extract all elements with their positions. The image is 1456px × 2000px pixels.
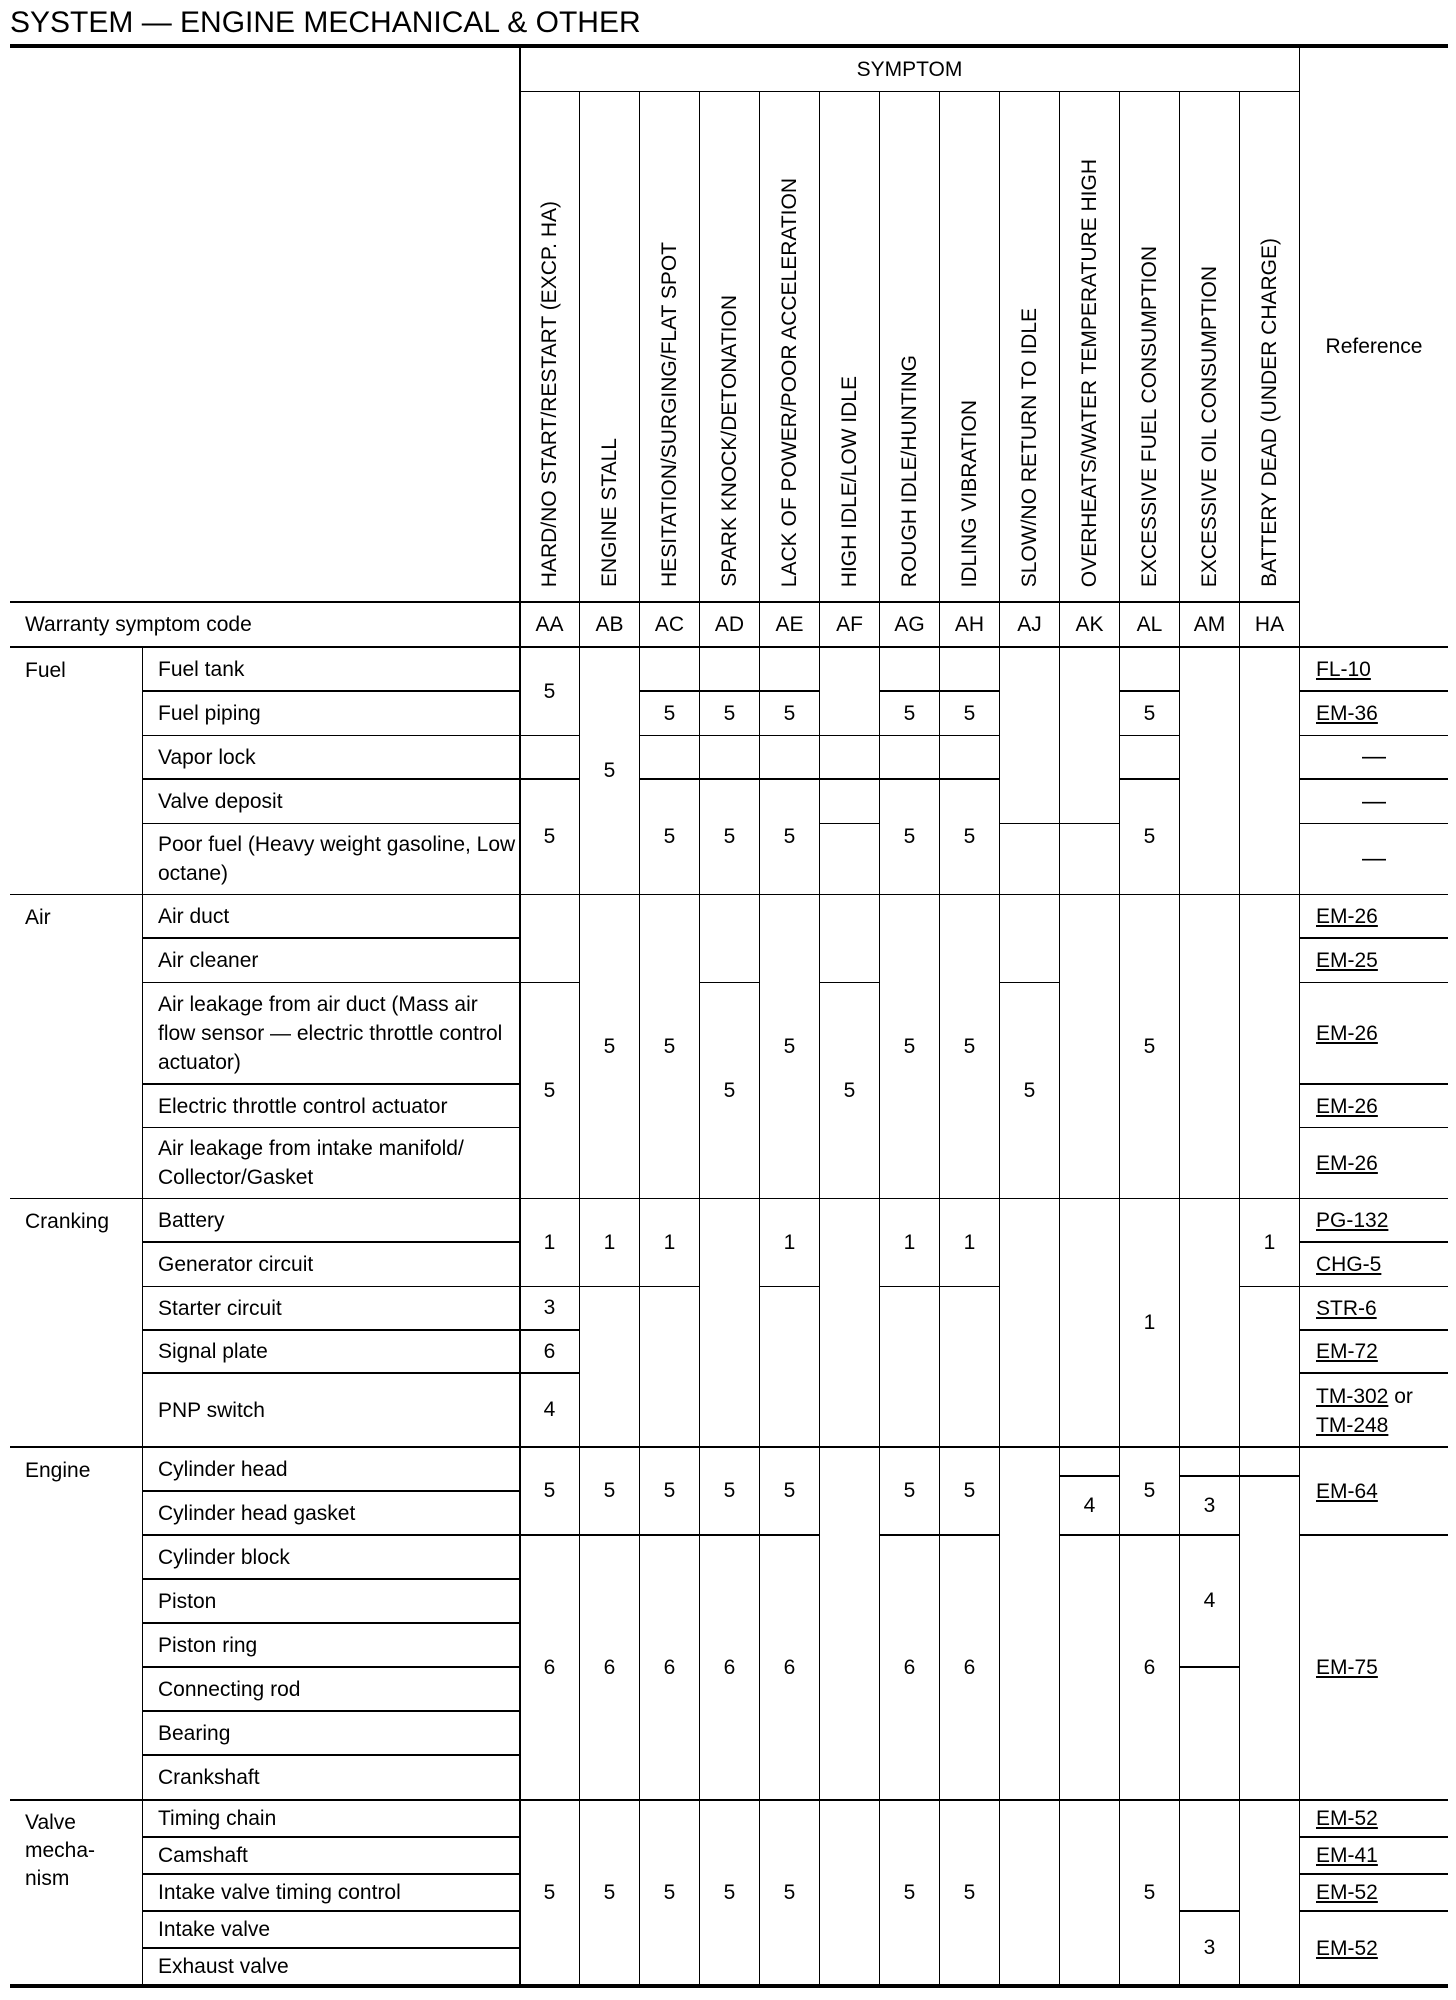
symptom-col-AL: EXCESSIVE FUEL CONSUMPTION (1120, 92, 1180, 603)
cell: 5 (940, 692, 1000, 736)
cell: 5 (580, 895, 640, 1199)
cell (1180, 895, 1240, 1199)
cell: 5 (760, 780, 820, 895)
cell (1000, 1199, 1060, 1448)
cell (700, 1199, 760, 1448)
cell (820, 1801, 880, 1988)
reference-header: Reference (1300, 48, 1448, 648)
cell (1240, 1801, 1300, 1988)
item-cylinder-head-gasket: Cylinder head gasket (143, 1492, 520, 1536)
cell: 5 (760, 895, 820, 1199)
code-HA: HA (1240, 603, 1300, 648)
symptom-col-AE: LACK OF POWER/POOR ACCELERATION (760, 92, 820, 603)
group-fuel: Fuel (10, 648, 143, 895)
code-AL: AL (1120, 603, 1180, 648)
ref-cylinder-block[interactable]: EM-75 (1300, 1536, 1448, 1801)
cell: 6 (520, 1331, 580, 1374)
cell: 5 (640, 895, 700, 1199)
ref-air-leak-manifold[interactable]: EM-26 (1300, 1128, 1448, 1199)
cell (520, 736, 580, 780)
code-AE: AE (760, 603, 820, 648)
code-AD: AD (700, 603, 760, 648)
item-bearing: Bearing (143, 1712, 520, 1756)
cell (1000, 648, 1060, 824)
item-fuel-tank: Fuel tank (143, 648, 520, 692)
ref-camshaft[interactable]: EM-41 (1300, 1838, 1448, 1875)
symptom-col-AB: ENGINE STALL (580, 92, 640, 603)
cell (1240, 1477, 1300, 1801)
cell (940, 1287, 1000, 1448)
code-AJ: AJ (1000, 603, 1060, 648)
cell: 5 (640, 692, 700, 736)
cell: 5 (640, 780, 700, 895)
cell (1240, 648, 1300, 895)
item-piston-ring: Piston ring (143, 1624, 520, 1668)
cell: 5 (520, 780, 580, 895)
cell: 5 (820, 983, 880, 1199)
item-air-leak-manifold: Air leakage from intake manifold/ Collector/Gasket (143, 1128, 520, 1199)
ref-fuel-tank[interactable]: FL-10 (1300, 648, 1448, 692)
cell: 5 (520, 983, 580, 1199)
cell (1060, 1536, 1120, 1801)
cell (1180, 1668, 1240, 1801)
item-valve-deposit: Valve deposit (143, 780, 520, 824)
symptom-col-AJ: SLOW/NO RETURN TO IDLE (1000, 92, 1060, 603)
cell: 1 (1240, 1199, 1300, 1287)
cell (1180, 648, 1240, 895)
cell: 5 (520, 648, 580, 736)
ref-pnp-switch[interactable]: TM-302 or TM-248 (1300, 1374, 1448, 1448)
cell (820, 648, 880, 736)
cell (880, 1287, 940, 1448)
cell (1060, 1448, 1120, 1477)
code-AC: AC (640, 603, 700, 648)
cell (640, 736, 700, 780)
code-AM: AM (1180, 603, 1240, 648)
cell (700, 895, 760, 983)
ref-intake-valve-timing-control[interactable]: EM-52 (1300, 1875, 1448, 1912)
code-AH: AH (940, 603, 1000, 648)
cell: 1 (580, 1199, 640, 1287)
cell: 5 (520, 1801, 580, 1988)
cell: 5 (1120, 692, 1180, 736)
group-air: Air (10, 895, 143, 1199)
item-poor-fuel: Poor fuel (Heavy weight gasoline, Low octane) (143, 824, 520, 895)
ref-timing-chain[interactable]: EM-52 (1300, 1801, 1448, 1838)
cell (1060, 824, 1120, 895)
symptom-col-AM: EXCESSIVE OIL CONSUMPTION (1180, 92, 1240, 603)
cell (820, 780, 880, 824)
cell: 6 (520, 1536, 580, 1801)
cell (1060, 1199, 1120, 1448)
cell: 5 (760, 1801, 820, 1988)
cell (1000, 895, 1060, 983)
code-AK: AK (1060, 603, 1120, 648)
code-AF: AF (820, 603, 880, 648)
cell: 1 (880, 1199, 940, 1287)
cell: 6 (880, 1536, 940, 1801)
cell (760, 648, 820, 692)
group-valve-mechanism: Valve mecha- nism (10, 1801, 143, 1988)
symptom-col-HA: BATTERY DEAD (UNDER CHARGE) (1240, 92, 1300, 603)
cell (1000, 1801, 1060, 1988)
symptom-col-AA: HARD/NO START/RESTART (EXCP. HA) (520, 92, 580, 603)
cell: 5 (640, 1448, 700, 1536)
cell: 1 (760, 1199, 820, 1287)
cell: 5 (880, 1448, 940, 1536)
cell: 6 (940, 1536, 1000, 1801)
ref-poor-fuel: — (1300, 824, 1448, 895)
cell (820, 824, 880, 895)
cell: 5 (880, 1801, 940, 1988)
cell: 3 (1180, 1912, 1240, 1988)
symptom-col-AK: OVERHEATS/WATER TEMPERATURE HIGH (1060, 92, 1120, 603)
cell: 5 (580, 1801, 640, 1988)
cell: 5 (700, 1801, 760, 1988)
symptom-col-AC: HESITATION/SURGING/FLAT SPOT (640, 92, 700, 603)
warranty-code-label: Warranty symptom code (10, 603, 520, 648)
cell: 5 (880, 895, 940, 1199)
ref-battery[interactable]: PG-132 (1300, 1199, 1448, 1243)
symptom-col-AH: IDLING VIBRATION (940, 92, 1000, 603)
grid-divider (519, 48, 521, 1988)
cell: 5 (1120, 1801, 1180, 1988)
cell (640, 648, 700, 692)
item-intake-valve-timing-control: Intake valve timing control (143, 1875, 520, 1912)
ref-valves[interactable]: EM-52 (1300, 1912, 1448, 1988)
cell (880, 736, 940, 780)
item-air-duct: Air duct (143, 895, 520, 939)
cell: 1 (940, 1199, 1000, 1287)
ref-valve-deposit: — (1300, 780, 1448, 824)
ref-vapor-lock: — (1300, 736, 1448, 780)
cell (1240, 1448, 1300, 1477)
cell: 5 (580, 1448, 640, 1536)
cell (700, 736, 760, 780)
cell: 6 (580, 1536, 640, 1801)
symptom-col-AG: ROUGH IDLE/HUNTING (880, 92, 940, 603)
ref-fuel-piping[interactable]: EM-36 (1300, 692, 1448, 736)
code-AG: AG (880, 603, 940, 648)
cell (1120, 648, 1180, 692)
cell: 5 (1120, 780, 1180, 895)
cell: 5 (640, 1801, 700, 1988)
cell (580, 1287, 640, 1448)
page-title: SYSTEM — ENGINE MECHANICAL & OTHER (10, 6, 641, 39)
group-engine: Engine (10, 1448, 143, 1801)
cell: 5 (940, 1448, 1000, 1536)
cell: 1 (520, 1199, 580, 1287)
symptom-header: SYMPTOM (520, 48, 1300, 92)
cell: 5 (700, 692, 760, 736)
cell: 5 (580, 648, 640, 895)
cell: 5 (940, 780, 1000, 895)
cell (820, 736, 880, 780)
cell: 3 (520, 1287, 580, 1331)
ref-cylinder-head[interactable]: EM-64 (1300, 1448, 1448, 1536)
cell: 5 (1120, 1448, 1180, 1536)
item-cylinder-head: Cylinder head (143, 1448, 520, 1492)
cell: 4 (1060, 1477, 1120, 1536)
cell: 5 (1120, 895, 1180, 1199)
cell: 6 (640, 1536, 700, 1801)
symptom-col-AD: SPARK KNOCK/DETONATION (700, 92, 760, 603)
ref-air-cleaner[interactable]: EM-25 (1300, 939, 1448, 983)
code-AB: AB (580, 603, 640, 648)
ref-signal-plate[interactable]: EM-72 (1300, 1331, 1448, 1374)
header-blank (10, 48, 520, 603)
cell (1000, 1448, 1060, 1801)
cell (1180, 1801, 1240, 1912)
item-connecting-rod: Connecting rod (143, 1668, 520, 1712)
cell: 6 (1120, 1536, 1180, 1801)
item-starter: Starter circuit (143, 1287, 520, 1331)
cell: 5 (700, 1448, 760, 1536)
item-intake-valve: Intake valve (143, 1912, 520, 1949)
ref-starter[interactable]: STR-6 (1300, 1287, 1448, 1331)
cell: 5 (760, 692, 820, 736)
cell: 5 (520, 1448, 580, 1536)
cell: 5 (1000, 983, 1060, 1199)
cell: 5 (700, 780, 760, 895)
cell: 5 (880, 692, 940, 736)
cell (820, 1448, 880, 1801)
code-AA: AA (520, 603, 580, 648)
cell: 6 (760, 1536, 820, 1801)
cell: 5 (940, 895, 1000, 1199)
item-camshaft: Camshaft (143, 1838, 520, 1875)
cell (760, 736, 820, 780)
cell: 1 (1120, 1199, 1180, 1448)
item-battery: Battery (143, 1199, 520, 1243)
item-exhaust-valve: Exhaust valve (143, 1949, 520, 1988)
cell (820, 895, 880, 983)
cell: 6 (700, 1536, 760, 1801)
cell: 1 (640, 1199, 700, 1287)
cell (520, 895, 580, 983)
item-etc-actuator: Electric throttle control actuator (143, 1085, 520, 1128)
cell (1120, 736, 1180, 780)
cell: 5 (940, 1801, 1000, 1988)
item-piston: Piston (143, 1580, 520, 1624)
group-cranking: Cranking (10, 1199, 143, 1448)
cell (1180, 1199, 1240, 1448)
cell: 5 (760, 1448, 820, 1536)
cell (880, 648, 940, 692)
cell: 3 (1180, 1477, 1240, 1536)
cell: 5 (880, 780, 940, 895)
cell: 4 (1180, 1536, 1240, 1668)
cell (1000, 824, 1060, 895)
cell (1180, 1448, 1240, 1477)
cell (1240, 1287, 1300, 1448)
item-crankshaft: Crankshaft (143, 1756, 520, 1801)
cell (760, 1287, 820, 1448)
cell (1240, 895, 1300, 1199)
ref-air-duct[interactable]: EM-26 (1300, 895, 1448, 939)
item-pnp-switch: PNP switch (143, 1374, 520, 1448)
item-generator: Generator circuit (143, 1243, 520, 1287)
ref-etc-actuator[interactable]: EM-26 (1300, 1085, 1448, 1128)
item-air-cleaner: Air cleaner (143, 939, 520, 983)
cell (940, 648, 1000, 692)
cell (940, 736, 1000, 780)
cell (1060, 1801, 1120, 1988)
symptom-col-AF: HIGH IDLE/LOW IDLE (820, 92, 880, 603)
item-cylinder-block: Cylinder block (143, 1536, 520, 1580)
ref-generator[interactable]: CHG-5 (1300, 1243, 1448, 1287)
cell (700, 648, 760, 692)
cell: 5 (700, 983, 760, 1199)
item-vapor-lock: Vapor lock (143, 736, 520, 780)
item-signal-plate: Signal plate (143, 1331, 520, 1374)
cell (640, 1287, 700, 1448)
cell (820, 1199, 880, 1448)
cell (1060, 895, 1120, 1199)
cell: 4 (520, 1374, 580, 1448)
cell (1060, 648, 1120, 824)
item-air-leak-duct: Air leakage from air duct (Mass air flow sensor — electric throttle control actuator) (143, 983, 520, 1085)
ref-air-leak-duct[interactable]: EM-26 (1300, 983, 1448, 1085)
item-fuel-piping: Fuel piping (143, 692, 520, 736)
item-timing-chain: Timing chain (143, 1801, 520, 1838)
